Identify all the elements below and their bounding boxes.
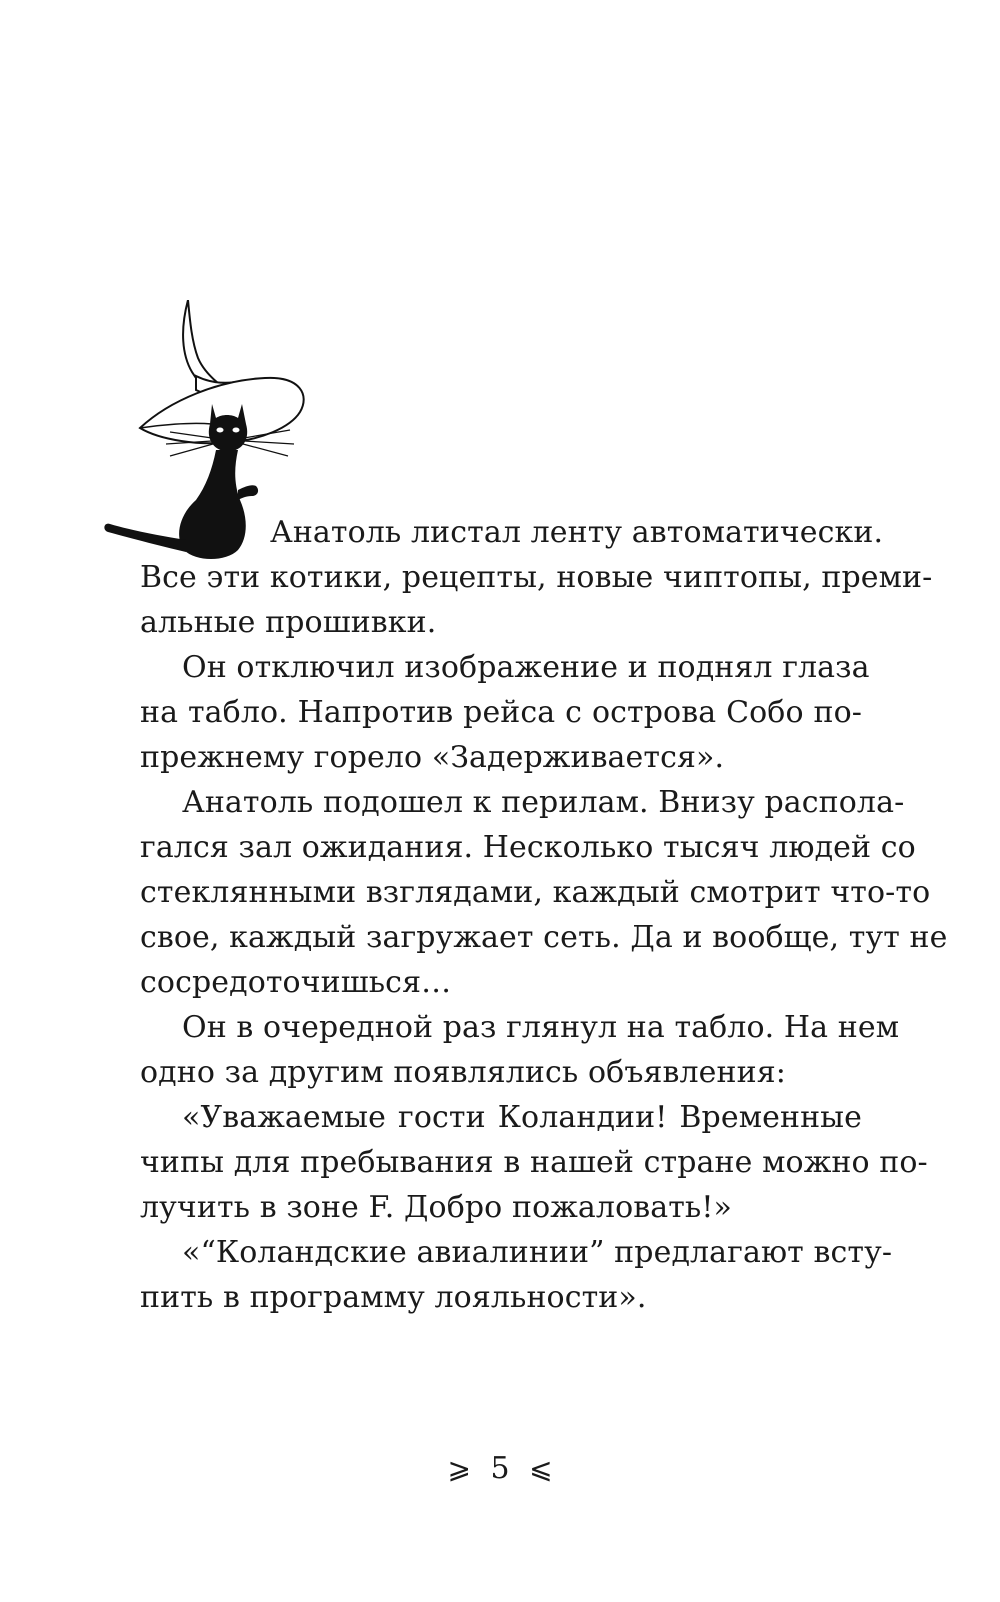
text-line: Все эти котики, рецепты, новые чиптопы, преми- [140,560,933,595]
paragraph [140,1230,893,1320]
paragraph [140,645,870,780]
page-number: 5 [490,1451,510,1486]
text-line: гался зал ожидания. Несколько тысяч людей со [140,830,916,865]
text-line: альные прошивки. [140,605,437,640]
text-line: Анатоль листал ленту автоматически. [270,515,884,550]
paragraph [140,510,933,645]
paragraph [140,1005,900,1095]
text-line: стеклянными взглядами, каждый смотрит что-то [140,875,931,910]
text-line: лучить в зоне F. Добро пожаловать!» [140,1190,732,1225]
ornament-right-icon: ⩽ [529,1452,553,1485]
text-line: пить в программу лояльности». [140,1280,647,1315]
text-line: «“Коландские авиалинии” предлагают всту- [182,1235,893,1270]
text-line: Он отключил изображение и поднял глаза [182,650,870,685]
paragraph [140,1095,928,1230]
text-line: чипы для пребывания в нашей стране можно по- [140,1145,928,1180]
text-line: сосредоточишься… [140,965,452,1000]
text-line: Он в очередной раз глянул на табло. На нем [182,1010,900,1045]
text-line: прежнему горело «Задерживается». [140,740,725,775]
text-line: одно за другим появлялись объявления: [140,1055,786,1090]
page-footer [0,1448,1000,1489]
text-line: свое, каждый загружает сеть. Да и вообще, тут не [140,920,948,955]
paragraph [140,780,948,1005]
text-line: на табло. Напротив рейса с острова Собо по- [140,695,862,730]
text-line: «Уважаемые гости Коландии! Временные [182,1100,862,1135]
body-text [140,510,948,1320]
ornament-left-icon: ⩾ [447,1452,471,1485]
text-line: Анатоль подошел к перилам. Внизу распола- [182,785,905,820]
